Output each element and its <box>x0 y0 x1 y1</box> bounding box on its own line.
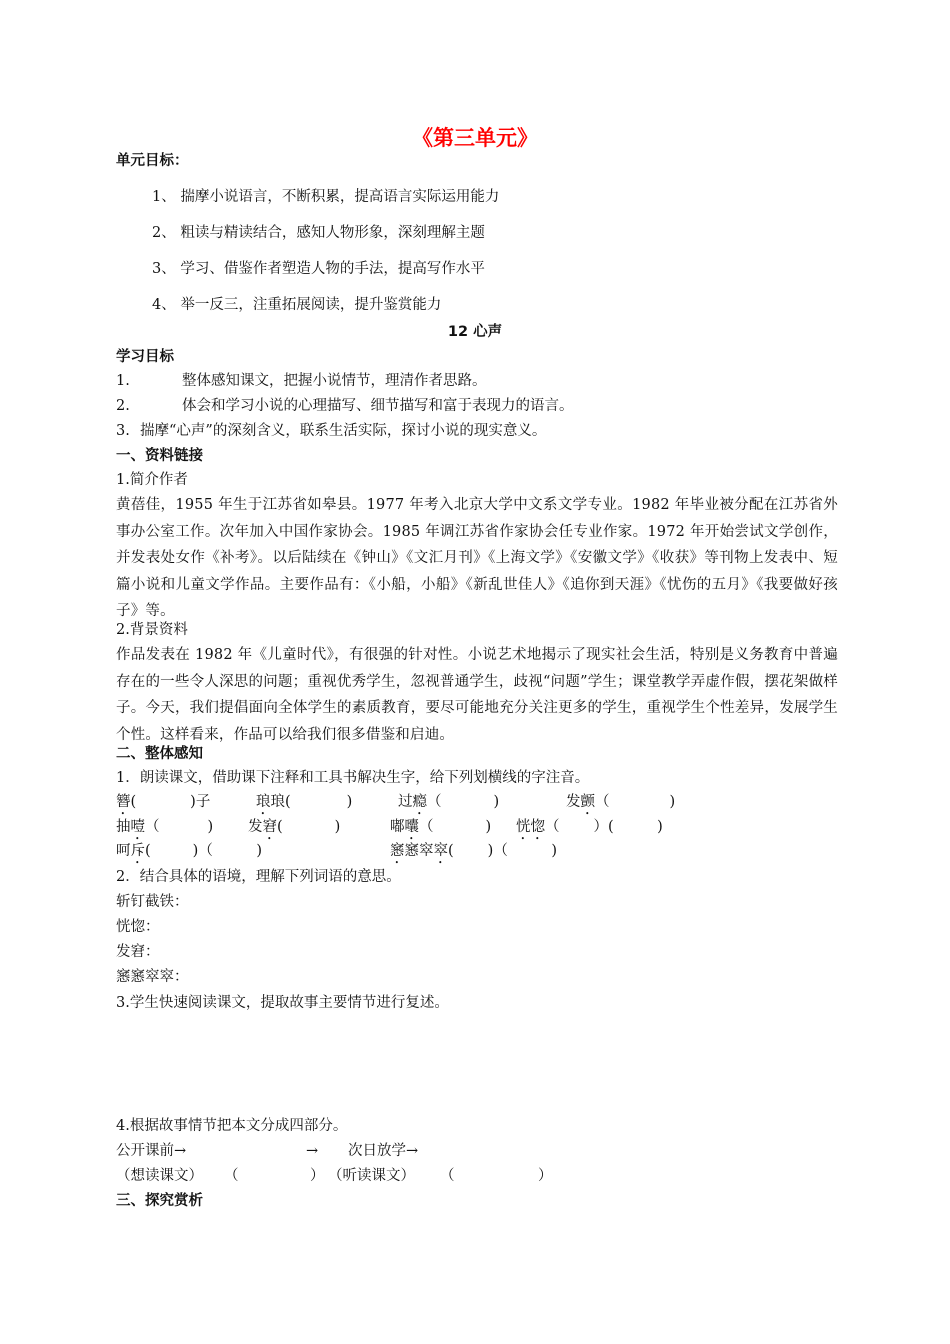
pinyin-item: 琅琅( ) <box>256 794 353 810</box>
pinyin-item: 过瘾（ ) <box>398 794 500 810</box>
pinyin-item: 发颤（ ) <box>566 794 676 810</box>
dotted-char: 囔 <box>404 819 419 835</box>
term-3: 发窘： <box>116 944 160 960</box>
dotted-char: 窣 <box>433 843 448 859</box>
flow-sub-4-close: ） <box>538 1168 553 1184</box>
unit-goal-1: 1、 揣摩小说语言，不断积累，提高语言实际运用能力 <box>152 189 500 205</box>
term-4: 窸窸窣窣： <box>116 969 189 985</box>
dotted-char: 恍惚 <box>516 819 545 835</box>
flow-part-1: 公开课前→ <box>116 1143 187 1159</box>
term-2: 恍惚： <box>116 919 160 935</box>
background-paragraph: 作品发表在 1982 年《儿童时代》，有很强的针对性。小说艺术地揭示了现实社会生活，特别是义务教育中普遍存在的一些令人深思的问题；重视优秀学生，忽视普通学生，歧视“问题”学生；课堂教学弄虚作假，摆花架做样子。今天，我们提倡面向全体学生的素质教育，要尽可能地充分关注更多的学生，重视学生个性差异，发展学生个性。这样看来，作品可以给我们很多借鉴和启迪。 <box>116 647 838 743</box>
question-2: 2．结合具体的语境，理解下列词语的意思。 <box>116 869 401 885</box>
pinyin-item: 簪( )子 <box>116 794 211 810</box>
pinyin-item: 窸窸窣窣( )（ ) <box>390 843 557 859</box>
flow-sub-4-open: （ <box>440 1168 455 1184</box>
pinyin-item: 恍惚（ ）( ) <box>516 819 663 835</box>
dotted-char: 斥 <box>130 843 145 859</box>
unit-goal-3: 3、 学习、借鉴作者塑造人物的手法，提高写作水平 <box>152 261 485 277</box>
unit-goals-heading: 单元目标： <box>116 153 189 169</box>
pinyin-item: 嘟囔（ ) <box>390 819 492 835</box>
question-3: 3.学生快速阅读课文，提取故事主要情节进行复述。 <box>116 995 449 1011</box>
pinyin-item: 发窘( ) <box>248 819 341 835</box>
unit-title: 《第三单元》 <box>412 126 538 150</box>
section1-heading: 一、资料链接 <box>116 448 203 464</box>
study-goal-1-num: 1. <box>116 373 130 389</box>
term-1: 斩钉截铁： <box>116 894 189 910</box>
dotted-char: 瘾 <box>412 794 427 810</box>
question-4: 4.根据故事情节把本文分成四部分。 <box>116 1118 348 1134</box>
pinyin-item: 呵斥( )（ ) <box>116 843 262 859</box>
dotted-char: 簪 <box>116 794 131 810</box>
study-goals-heading: 学习目标 <box>116 349 174 365</box>
study-goal-2-text: 体会和学习小说的心理描写、细节描写和富于表现力的语言。 <box>182 398 574 414</box>
section3-heading: 三、探究赏析 <box>116 1193 203 1209</box>
dotted-char: 噎 <box>130 819 145 835</box>
pinyin-item: 抽噎（ ) <box>116 819 214 835</box>
flow-sub-2-open: （ <box>224 1168 239 1184</box>
unit-goal-4: 4、 举一反三，注重拓展阅读，提升鉴赏能力 <box>152 297 442 313</box>
flow-sub-1: （想读课文） <box>116 1168 203 1184</box>
flow-part-3: 次日放学→ <box>348 1143 419 1159</box>
author-paragraph: 黄蓓佳，1955 年生于江苏省如皋县。1977 年考入北京大学中文系文学专业。1982 年毕业被分配在江苏省外事办公室工作。次年加入中国作家协会。1985 年调江苏省作家协会任专业作家。1972 年开始尝试文学创作，并发表处女作《补考》。以后陆续在《钟山》《文汇月刊》《上海文学》《安徽文学》《收获》等刊物上发表中、短篇小说和儿童文学作品。主要作品有：《小船，小船》《新乱世佳人》《追你到天涯》《忧伤的五月》《我要做好孩子》等。 <box>116 497 838 620</box>
author-heading: 1.简介作者 <box>116 472 188 488</box>
flow-sub-3: （听读课文） <box>328 1168 415 1184</box>
dotted-char: 窘 <box>262 819 277 835</box>
dotted-char: 颤 <box>580 794 595 810</box>
background-heading: 2.背景资料 <box>116 622 188 638</box>
unit-goal-2: 2、 粗读与精读结合，感知人物形象，深刻理解主题 <box>152 225 485 241</box>
lesson-title: 12 心声 <box>447 324 503 340</box>
flow-arrow-2: → <box>306 1143 319 1159</box>
question-1: 1．朗读课文，借助课下注释和工具书解决生字，给下列划横线的字注音。 <box>116 770 590 786</box>
study-goal-3-text: 揣摩“心声”的深刻含义，联系生活实际，探讨小说的现实意义。 <box>140 423 547 439</box>
study-goal-1-text: 整体感知课文，把握小说情节，理清作者思路。 <box>182 373 487 389</box>
study-goal-2-num: 2. <box>116 398 130 414</box>
dotted-char: 窸 <box>390 843 405 859</box>
dotted-char: 琅 <box>256 794 271 810</box>
section2-heading: 二、整体感知 <box>116 746 203 762</box>
study-goal-3-num: 3. <box>116 423 130 439</box>
flow-sub-2-close: ） <box>310 1168 325 1184</box>
